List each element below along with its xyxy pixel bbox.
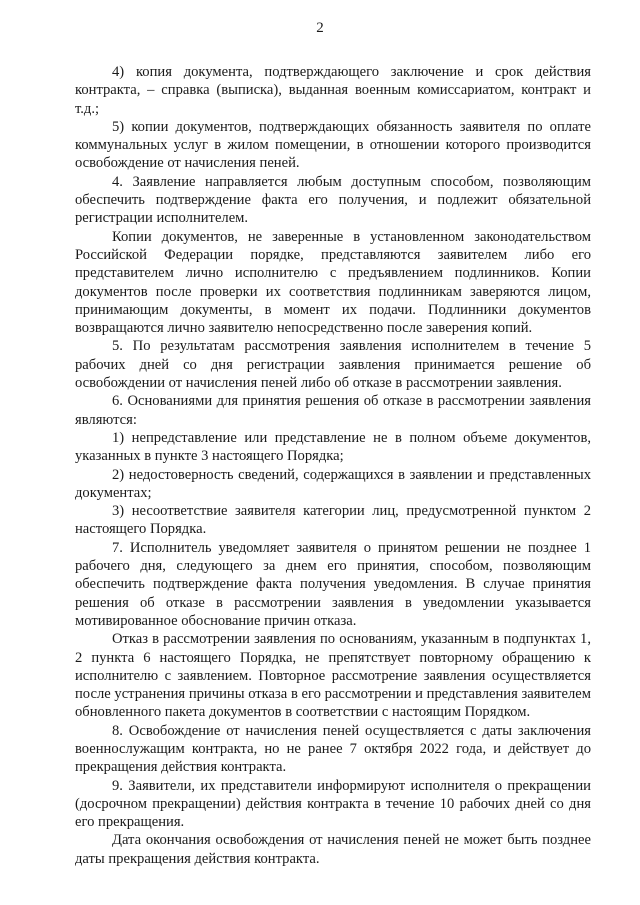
- document-body: [75, 63, 591, 868]
- paragraph: 5) копии документов, подтверждающих обязанность заявителя по оплате коммунальных услуг в жилом помещении, в отношении которого производится освобождение от начисления пеней.: [75, 118, 591, 172]
- paragraph: 5. По результатам рассмотрения заявления исполнителем в течение 5 рабочих дней со дня регистрации заявления принимается решение об освобождении от начисления пеней либо об отказе в рассмотрении заявления.: [75, 338, 591, 392]
- paragraph: 3) несоответствие заявителя категории лиц, предусмотренной пунктом 2 настоящего Порядка.: [75, 503, 591, 538]
- paragraph: 8. Освобождение от начисления пеней осуществляется с даты заключения военнослужащим контракта, но не ранее 7 октября 2022 года, и действует до прекращения действия контракта.: [75, 722, 591, 776]
- page-number: 2: [316, 20, 324, 36]
- paragraph: Копии документов, не заверенные в установленном законодательством Российской Федерации порядке, представляются заявителем либо его представителем лично исполнителю с предъявлением подлинников. Копии документов после проверки их соответствия подлинникам заверяются лицом, принимающим документы, в момент их подачи. Подлинники документов возвращаются лично заявителю непосредственно после заверения копий.: [75, 228, 591, 337]
- paragraph: 7. Исполнитель уведомляет заявителя о принятом решении не позднее 1 рабочего дня, следующего за днем его принятия, способом, позволяющим обеспечить подтверждение факта получения уведомления. В случае принятия решения об отказе в рассмотрении заявления в уведомлении указывается мотивированное обоснование причин отказа.: [75, 539, 591, 629]
- paragraph: 9. Заявители, их представители информируют исполнителя о прекращении (досрочном прекращении) действия контракта в течение 10 рабочих дней со дня его прекращения.: [75, 777, 591, 831]
- paragraph: 6. Основаниями для принятия решения об отказе в рассмотрении заявления являются:: [75, 393, 591, 428]
- paragraph: 4. Заявление направляется любым доступным способом, позволяющим обеспечить подтверждение факта его получения, и подлежит обязательной регистрации исполнителем.: [75, 173, 591, 227]
- paragraph: 4) копия документа, подтверждающего заключение и срок действия контракта, – справка (выписка), выданная военным комиссариатом, контракт и т.д.;: [75, 64, 591, 117]
- paragraph: 1) непредставление или представление не в полном объеме документов, указанных в пункте 3 настоящего Порядка;: [75, 429, 591, 465]
- paragraph: 2) недостоверность сведений, содержащихся в заявлении и представленных документах;: [75, 466, 591, 501]
- paragraph: Дата окончания освобождения от начисления пеней не может быть позднее даты прекращения действия контракта.: [75, 832, 591, 867]
- paragraph: Отказ в рассмотрении заявления по основаниям, указанным в подпунктах 1, 2 пункта 6 настоящего Порядка, не препятствует повторному обращению к исполнителю с заявлением. Повторное рассмотрение заявления осуществляется после устранения причины отказа в его рассмотрении и представления заявителем обновленного пакета документов в соответствии с настоящим Порядком.: [75, 631, 591, 721]
